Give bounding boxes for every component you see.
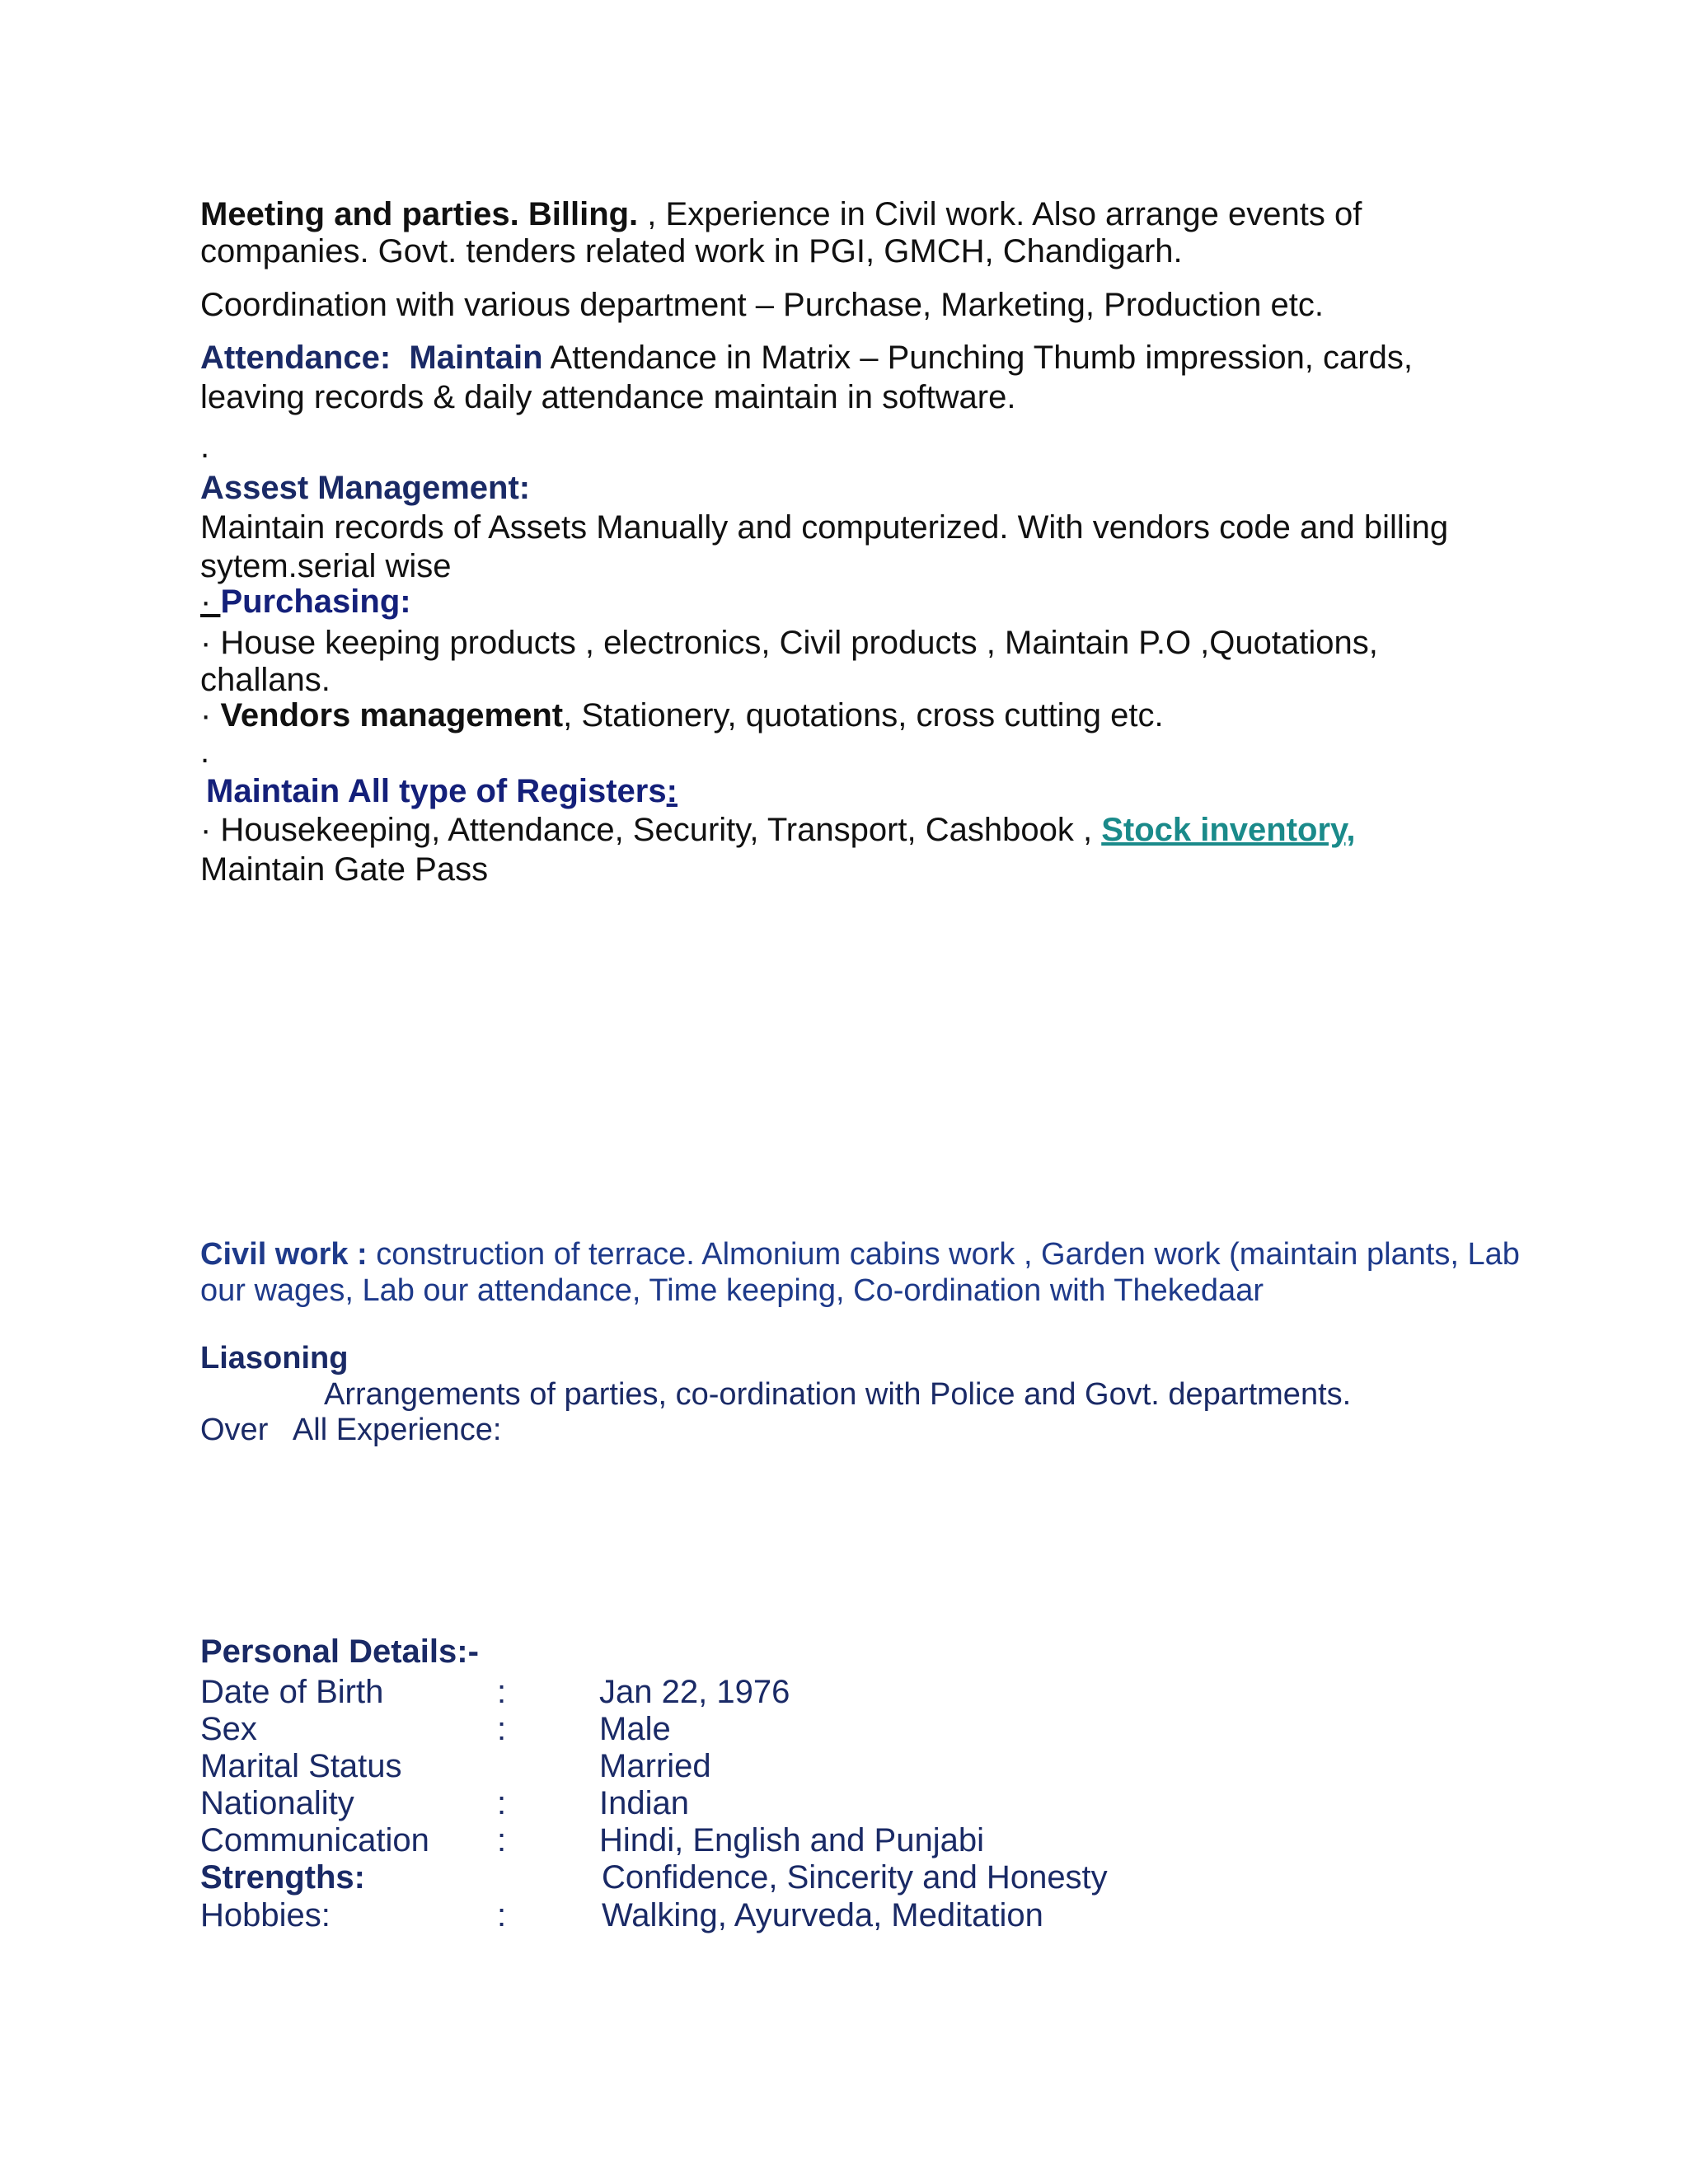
purchasing-heading: Purchasing:	[220, 583, 411, 620]
separator-dot-1: .	[200, 429, 210, 465]
registers-line-1-text: · Housekeeping, Attendance, Security, Transport, Cashbook ,	[200, 812, 1102, 848]
registers-line-1	[200, 812, 1503, 849]
asset-line-2: sytem.serial wise	[200, 548, 452, 584]
asset-heading: Assest Management:	[200, 470, 531, 506]
attendance-maintain: Maintain	[409, 340, 543, 376]
civil-heading: Civil work :	[200, 1237, 368, 1272]
separator-dot-2: .	[200, 733, 210, 770]
liasoning-heading: Liasoning	[200, 1341, 349, 1376]
personal-row-value: Jan 22, 1976	[599, 1674, 790, 1710]
purchasing-item-1-line-2: challans.	[200, 662, 331, 698]
purchasing-heading-line	[200, 583, 1503, 621]
purchasing-bullet: ·	[200, 583, 221, 620]
personal-row-value: Walking, Ayurveda, Meditation	[602, 1897, 1043, 1933]
liasoning-line-2: Over All Experience:	[200, 1413, 502, 1447]
personal-row-value: Male	[599, 1711, 671, 1747]
registers-line-2: Maintain Gate Pass	[200, 851, 489, 888]
personal-row-label: Strengths:	[200, 1859, 365, 1896]
attendance-line-1-rest: Attendance in Matrix – Punching Thumb impression, cards,	[542, 340, 1413, 376]
personal-row-label: Date of Birth	[200, 1674, 384, 1710]
personal-row-label: Sex	[200, 1711, 257, 1747]
attendance-heading: Attendance:	[200, 340, 392, 376]
purchasing-item-2	[200, 697, 1503, 734]
civil-line-1	[200, 1236, 1520, 1273]
registers-colon: :	[666, 773, 678, 809]
purchasing-item-2-bullet: ·	[200, 697, 221, 733]
personal-row-colon: :	[497, 1785, 507, 1821]
meeting-line-1	[200, 196, 1503, 233]
meeting-line-2: companies. Govt. tenders related work in PGI, GMCH, Chandigarh.	[200, 233, 1183, 269]
coordination-line: Coordination with various department – Purchase, Marketing, Production etc.	[200, 287, 1324, 323]
civil-line-2: our wages, Lab our attendance, Time keeping, Co-ordination with Thekedaar	[200, 1273, 1264, 1308]
vendors-management: Vendors management	[220, 697, 564, 733]
asset-line-1: Maintain records of Assets Manually and computerized. With vendors code and billing	[200, 509, 1449, 546]
liasoning-line-1: Arrangements of parties, co-ordination with Police and Govt. departments.	[324, 1377, 1352, 1412]
personal-row-label: Nationality	[200, 1785, 354, 1821]
personal-row-value: Hindi, English and Punjabi	[599, 1822, 984, 1858]
registers-heading: Maintain All type of Registers	[206, 773, 667, 809]
civil-line-1-rest: construction of terrace. Almonium cabins work , Garden work (maintain plants, Lab	[367, 1237, 1520, 1272]
personal-row-colon: :	[497, 1822, 507, 1858]
personal-row-label: Hobbies:	[200, 1897, 331, 1933]
meeting-line-1-rest: , Experience in Civil work. Also arrange events of	[638, 196, 1362, 232]
stock-inventory-link[interactable]: Stock inventory,	[1101, 812, 1356, 848]
personal-row-value: Confidence, Sincerity and Honesty	[602, 1859, 1108, 1896]
purchasing-item-1-line-1: · House keeping products , electronics, Civil products , Maintain P.O ,Quotations,	[200, 625, 1378, 661]
attendance-line-2: leaving records & daily attendance maintain in software.	[200, 379, 1016, 415]
purchasing-item-2-rest: , Stationery, quotations, cross cutting etc.	[563, 697, 1164, 733]
personal-row-colon: :	[497, 1711, 507, 1747]
registers-heading-line	[206, 773, 1508, 810]
personal-row-label: Marital Status	[200, 1748, 402, 1784]
personal-row-colon: :	[497, 1897, 507, 1933]
personal-details-heading: Personal Details:-	[200, 1633, 479, 1670]
personal-row-value: Indian	[599, 1785, 689, 1821]
meeting-bold-lead: Meeting and parties. Billing.	[200, 196, 639, 232]
personal-row-colon: :	[497, 1674, 507, 1710]
personal-row-value: Married	[599, 1748, 711, 1784]
personal-row-label: Communication	[200, 1822, 429, 1858]
attendance-line-1	[200, 340, 1503, 377]
